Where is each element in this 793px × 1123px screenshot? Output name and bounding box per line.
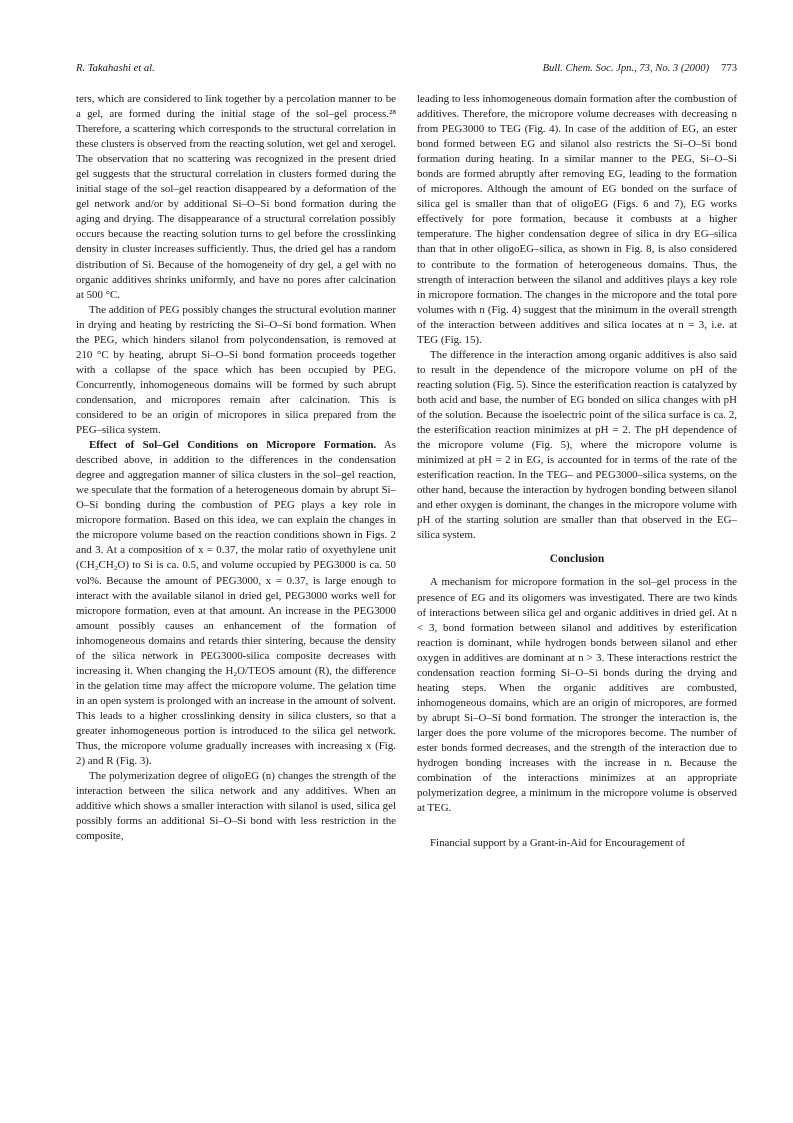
acknowledgment-paragraph: Financial support by a Grant-in-Aid for Encouragement of xyxy=(430,837,685,850)
left-column xyxy=(76,92,396,844)
paragraph: The addition of PEG possibly changes the structural evolution manner in drying and heating by restricting the Si–O–Si bond formation. When the PEG, which hinders silanol from polycondensation, is removed at 210 °C by heating, abrupt Si–O–Si bond formation proceeds together with a collapse of the space which has been occupied by PEG. Concurrently, inhomogeneous domains will be formed by such abrupt condensation, and micropores remain after calcination. This is considered to be an origin of micropores in silica prepared from the PEG–silica system. xyxy=(76,303,396,437)
paragraph: ters, which are considered to link together by a percolation manner to be a gel, are formed during the initial stage of the sol–gel process.²⁸ Therefore, a scattering which corresponds to the structural correlation in these clusters is observed from the reacting solution, wet gel and xerogel. The observation that no scattering was recognized in the present dried gel suggests that the structural correlation in clusters formed during the initial stage of the sol–gel reaction disappeared by a deformation of the gel network and/or by additional Si–O–Si bond formation during the aging and drying. The disappearance of a structural correlation possibly occurs because the reacting solution turns to gel before the crosslinking density in cluster increases sufficiently. Thus, the dried gel has a random distribution of Si. Because of the homogeneity of dry gel, a gel with no organic additives shrinks uniformly, and have no pores after calcination at 500 °C. xyxy=(76,93,396,301)
paragraph: A mechanism for micropore formation in the sol–gel process in the presence of EG and its oligomers was investigated. There are two kinds of interactions between silica gel and organic additives in dried gel. At n < 3, bond formation between silanol and additives by esterification reaction is dominant, while hydrogen bonds between silanol and ether oxygen in additives are dominant at n > 3. These interactions restrict the condensation reaction forming Si–O–Si bonds during the drying and heating steps. When the organic additives are combusted, inhomogeneous domains, which are an origin of micropores, are formed by abrupt Si–O–Si bond formation. The stronger the interaction is, the larger does the pore volume of the micropores become. The number of ester bonds formed decreases, and the strength of the interaction due to hydrogen bonding increases with the increase in n. Because the combination of the interactions minimizes at an appropriate polymerization degree, a minimum in the micropore volume is observed at TEG. xyxy=(417,576,737,815)
running-header-authors: R. Takahashi et al. xyxy=(76,63,155,74)
paragraph-body: As described above, in addition to the differences in the condensation degree and aggregation manner of silica clusters in the sol–gel reaction, we speculate that the formation of a heterogeneous domain by abrupt Si–O–Si bonding during the combustion of PEG plays a key role in micropore formation. Based on this idea, we can explain the changes in the micropore volume based on the reaction conditions shown in Figs. 2 and 3. At a composition of x = 0.37, the molar ratio of oxyethylene unit (CH₂CH₂O) to Si is ca. 0.5, and volume occupied by PEG3000 is ca. 50 vol%. Because the amount of PEG3000, x = 0.37, is large enough to interact with the available silanol in dried gel, PEG3000 works well for micropore formation, even at that amount. An increase in the PEG3000 amount possibly causes an enhancement of the formation of inhomogeneous domains and retards thier sintering, because the density of the silica network in PEG3000-silica composite decreases with increasing it. When changing the H₂O/TEOS amount (R), the difference in the gelation time may affect the micropore volume. The gelation time in an open system is prolonged with an increase in the amount of solvent. This leads to a higher crosslinking density in silica clusters, so that a greater inhomogeneous portion is introduced to the silica gel network. Thus, the micropore volume gradually increases with increasing x (Fig. 2) and R (Fig. 3). xyxy=(76,439,396,768)
paragraph: leading to less inhomogeneous domain formation after the combustion of additives. Therefore, the micropore volume decreases with decreasing n from PEG3000 to TEG (Fig. 4). In case of the addition of EG, an ester bond formed between EG and silanol also restricts the Si–O–Si bond formation during heating. In a similar manner to the PEG, Si–O–Si bonds are formed abruptly after removing EG, leading to the formation of micropores. Although the amount of EG bonded on the surface of silica gel is smaller than that of oligoEG (Figs. 6 and 7), EG works effectively for pore formation, because it combusts at a higher temperature. The higher condensation degree of silica in dry EG–silica than that in other oligoEG–silica, as shown in Fig. 8, is also considered to contribute to the formation of heterogeneous domains. Thus, the strength of interaction between the silanol and additives plays a key role in micropore formation. The changes in the micropore and the total pore volumes with n (Fig. 4) suggest that the minimum in the overall strength of the interaction between additives and silica locates at n = 3, i.e. at TEG (Fig. 15). xyxy=(417,93,737,346)
page-number: 773 xyxy=(721,63,737,74)
right-column xyxy=(417,92,737,851)
paragraph xyxy=(76,438,396,769)
section-heading-conclusion: Conclusion xyxy=(549,553,605,566)
paragraph: The difference in the interaction among organic additives is also said to result in the dependence of the micropore volume on pH of the reacting solution (Fig. 5). Since the esterification reaction is catalyzed by both acid and base, the number of EG bonded on silica changes with pH of the solution. Because the isoelectric point of the silica surface is ca. 2, the esterification reaction minimizes at pH = 2. The pH dependence of the micropore volume (Fig. 5), where the micropore volume is minimized at pH = 2 in EG, is accounted for in terms of the rate of the esterification reaction. In the TEG– and PEG3000–silica systems, on the other hand, because the interaction by hydrogen bonding between silanol and ether oxygen is dominant, the changes in the micropore volume with pH of the starting solution are smaller than that observed in the EG–silica system. xyxy=(417,348,737,542)
running-header-journal xyxy=(543,63,737,77)
paragraph: The polymerization degree of oligoEG (n) changes the strength of the interaction between the silica network and any additives. When an additive which shows a smaller interaction with silanol is used, silica gel possibly forms an additional Si–O–Si bond with less restriction in the composite, xyxy=(76,770,396,843)
journal-citation: Bull. Chem. Soc. Jpn., 73, No. 3 (2000) xyxy=(542,63,710,74)
section-run-in-heading: Effect of Sol–Gel Conditions on Micropore Formation. xyxy=(89,439,377,452)
